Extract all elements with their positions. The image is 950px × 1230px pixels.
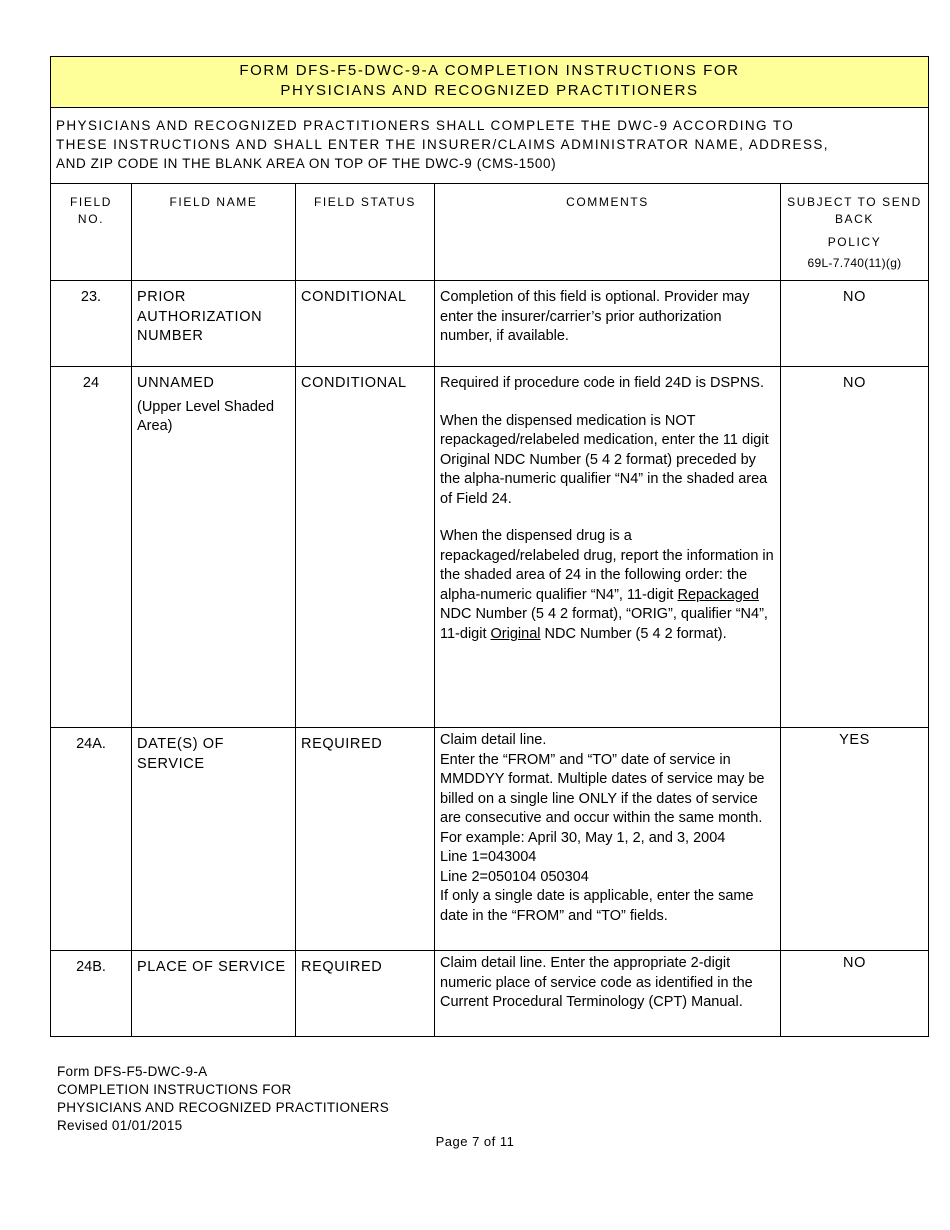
form-title-line2: PHYSICIANS AND RECOGNIZED PRACTITIONERS [280,82,699,99]
table-row [51,367,929,728]
comment-text: When the dispensed drug is a repackaged/relabeled drug, report the information in the shaded area of 24 in the following order: the alpha-numeric qualifier “N4”, 11-digit [440,528,774,603]
table-row [51,281,929,367]
field-no: 24A. [51,728,132,951]
comment-paragraph: When the dispensed medication is NOT repackaged/relabeled medication, enter the 11 digit Original NDC Number (5 4 2 format) preceded by the alpha-numeric qualifier “N4” in the shaded area of Field 24. [440,412,769,507]
form-title-line1: FORM DFS-F5-DWC-9-A COMPLETION INSTRUCTIONS FOR [239,62,740,79]
field-name-cell [132,367,296,728]
send-back-policy: NO [781,367,929,728]
field-comment: Claim detail line. Enter the appropriate 2-digit numeric place of service code as identified in the Current Procedural Terminology (CPT) Manual. [435,951,781,1037]
intro-line2: THESE INSTRUCTIONS AND SHALL ENTER THE INSURER/CLAIMS ADMINISTRATOR NAME, ADDRESS, [56,137,829,152]
header-comments: COMMENTS [435,184,781,281]
field-name: UNNAMED [137,375,215,391]
send-back-policy: NO [781,951,929,1037]
field-comment [435,728,781,951]
comment-underlined-text: Repackaged [677,586,759,603]
field-status: CONDITIONAL [296,367,435,728]
header-send-back-policy [781,184,929,281]
form-title [51,57,929,108]
comment-line: If only a single date is applicable, enter the same date in the “FROM” and “TO” fields. [440,888,754,924]
page-footer [57,1063,389,1135]
comment-underlined-text: Original [490,625,541,642]
field-name-sub: (Upper Level Shaded Area) [137,398,275,434]
comment-text: NDC Number (5 4 2 format). [540,625,727,642]
comment-paragraph: Required if procedure code in field 24D is DSPNS. [440,375,764,391]
footer-title-line2: PHYSICIANS AND RECOGNIZED PRACTITIONERS [57,1100,389,1115]
field-no: 24 [51,367,132,728]
table-row [51,951,929,1037]
page-number: Page 7 of 11 [435,1134,515,1149]
field-comment: Completion of this field is optional. Provider may enter the insurer/carrier’s prior authorization number, if available. [435,281,781,367]
footer-revised: Revised 01/01/2015 [57,1118,183,1133]
field-name: PLACE OF SERVICE [132,951,296,1037]
comment-line: Line 1=043004 [440,849,537,865]
comment-text: NDC Number (5 4 2 format), “ORIG”, qualifier “N4”, 11-digit [440,606,768,642]
comment-line: Enter the “FROM” and “TO” date of service in MMDDYY format. Multiple dates of service may be billed on a single line ONLY if the dates of service are consecutive and occur within the same month. For example: April 30, May 1, 2, and 3, 2004 [440,751,765,846]
instructions-table [50,56,929,1037]
header-field-status: FIELD STATUS [296,184,435,281]
field-name: DATE(S) OF SERVICE [132,728,296,951]
header-subject-to: SUBJECT TO SEND BACK [787,195,922,226]
comment-line: Line 2=050104 050304 [440,868,589,885]
form-page [50,56,928,1037]
field-status: CONDITIONAL [296,281,435,367]
comment-paragraph [440,527,775,644]
header-field-name: FIELD NAME [132,184,296,281]
header-rule: 69L-7.740(11)(g) [807,256,902,270]
comment-line: Claim detail line. [440,732,547,748]
intro-line1: PHYSICIANS AND RECOGNIZED PRACTITIONERS SHALL COMPLETE THE DWC-9 ACCORDING TO [56,118,795,133]
header-policy: POLICY [827,235,882,249]
table-row [51,728,929,951]
field-name: PRIOR AUTHORIZATION NUMBER [132,281,296,367]
send-back-policy: NO [781,281,929,367]
field-status: REQUIRED [296,951,435,1037]
field-no: 24B. [51,951,132,1037]
field-no: 23. [51,281,132,367]
field-status: REQUIRED [296,728,435,951]
intro-text [51,108,929,184]
footer-form-id: Form DFS-F5-DWC-9-A [57,1064,208,1079]
field-comment [435,367,781,728]
intro-line3: AND ZIP CODE IN THE BLANK AREA ON TOP OF THE DWC-9 (CMS-1500) [56,156,557,171]
footer-title-line1: COMPLETION INSTRUCTIONS FOR [57,1082,292,1097]
send-back-policy: YES [781,728,929,951]
header-field-no: FIELD NO. [51,184,132,281]
